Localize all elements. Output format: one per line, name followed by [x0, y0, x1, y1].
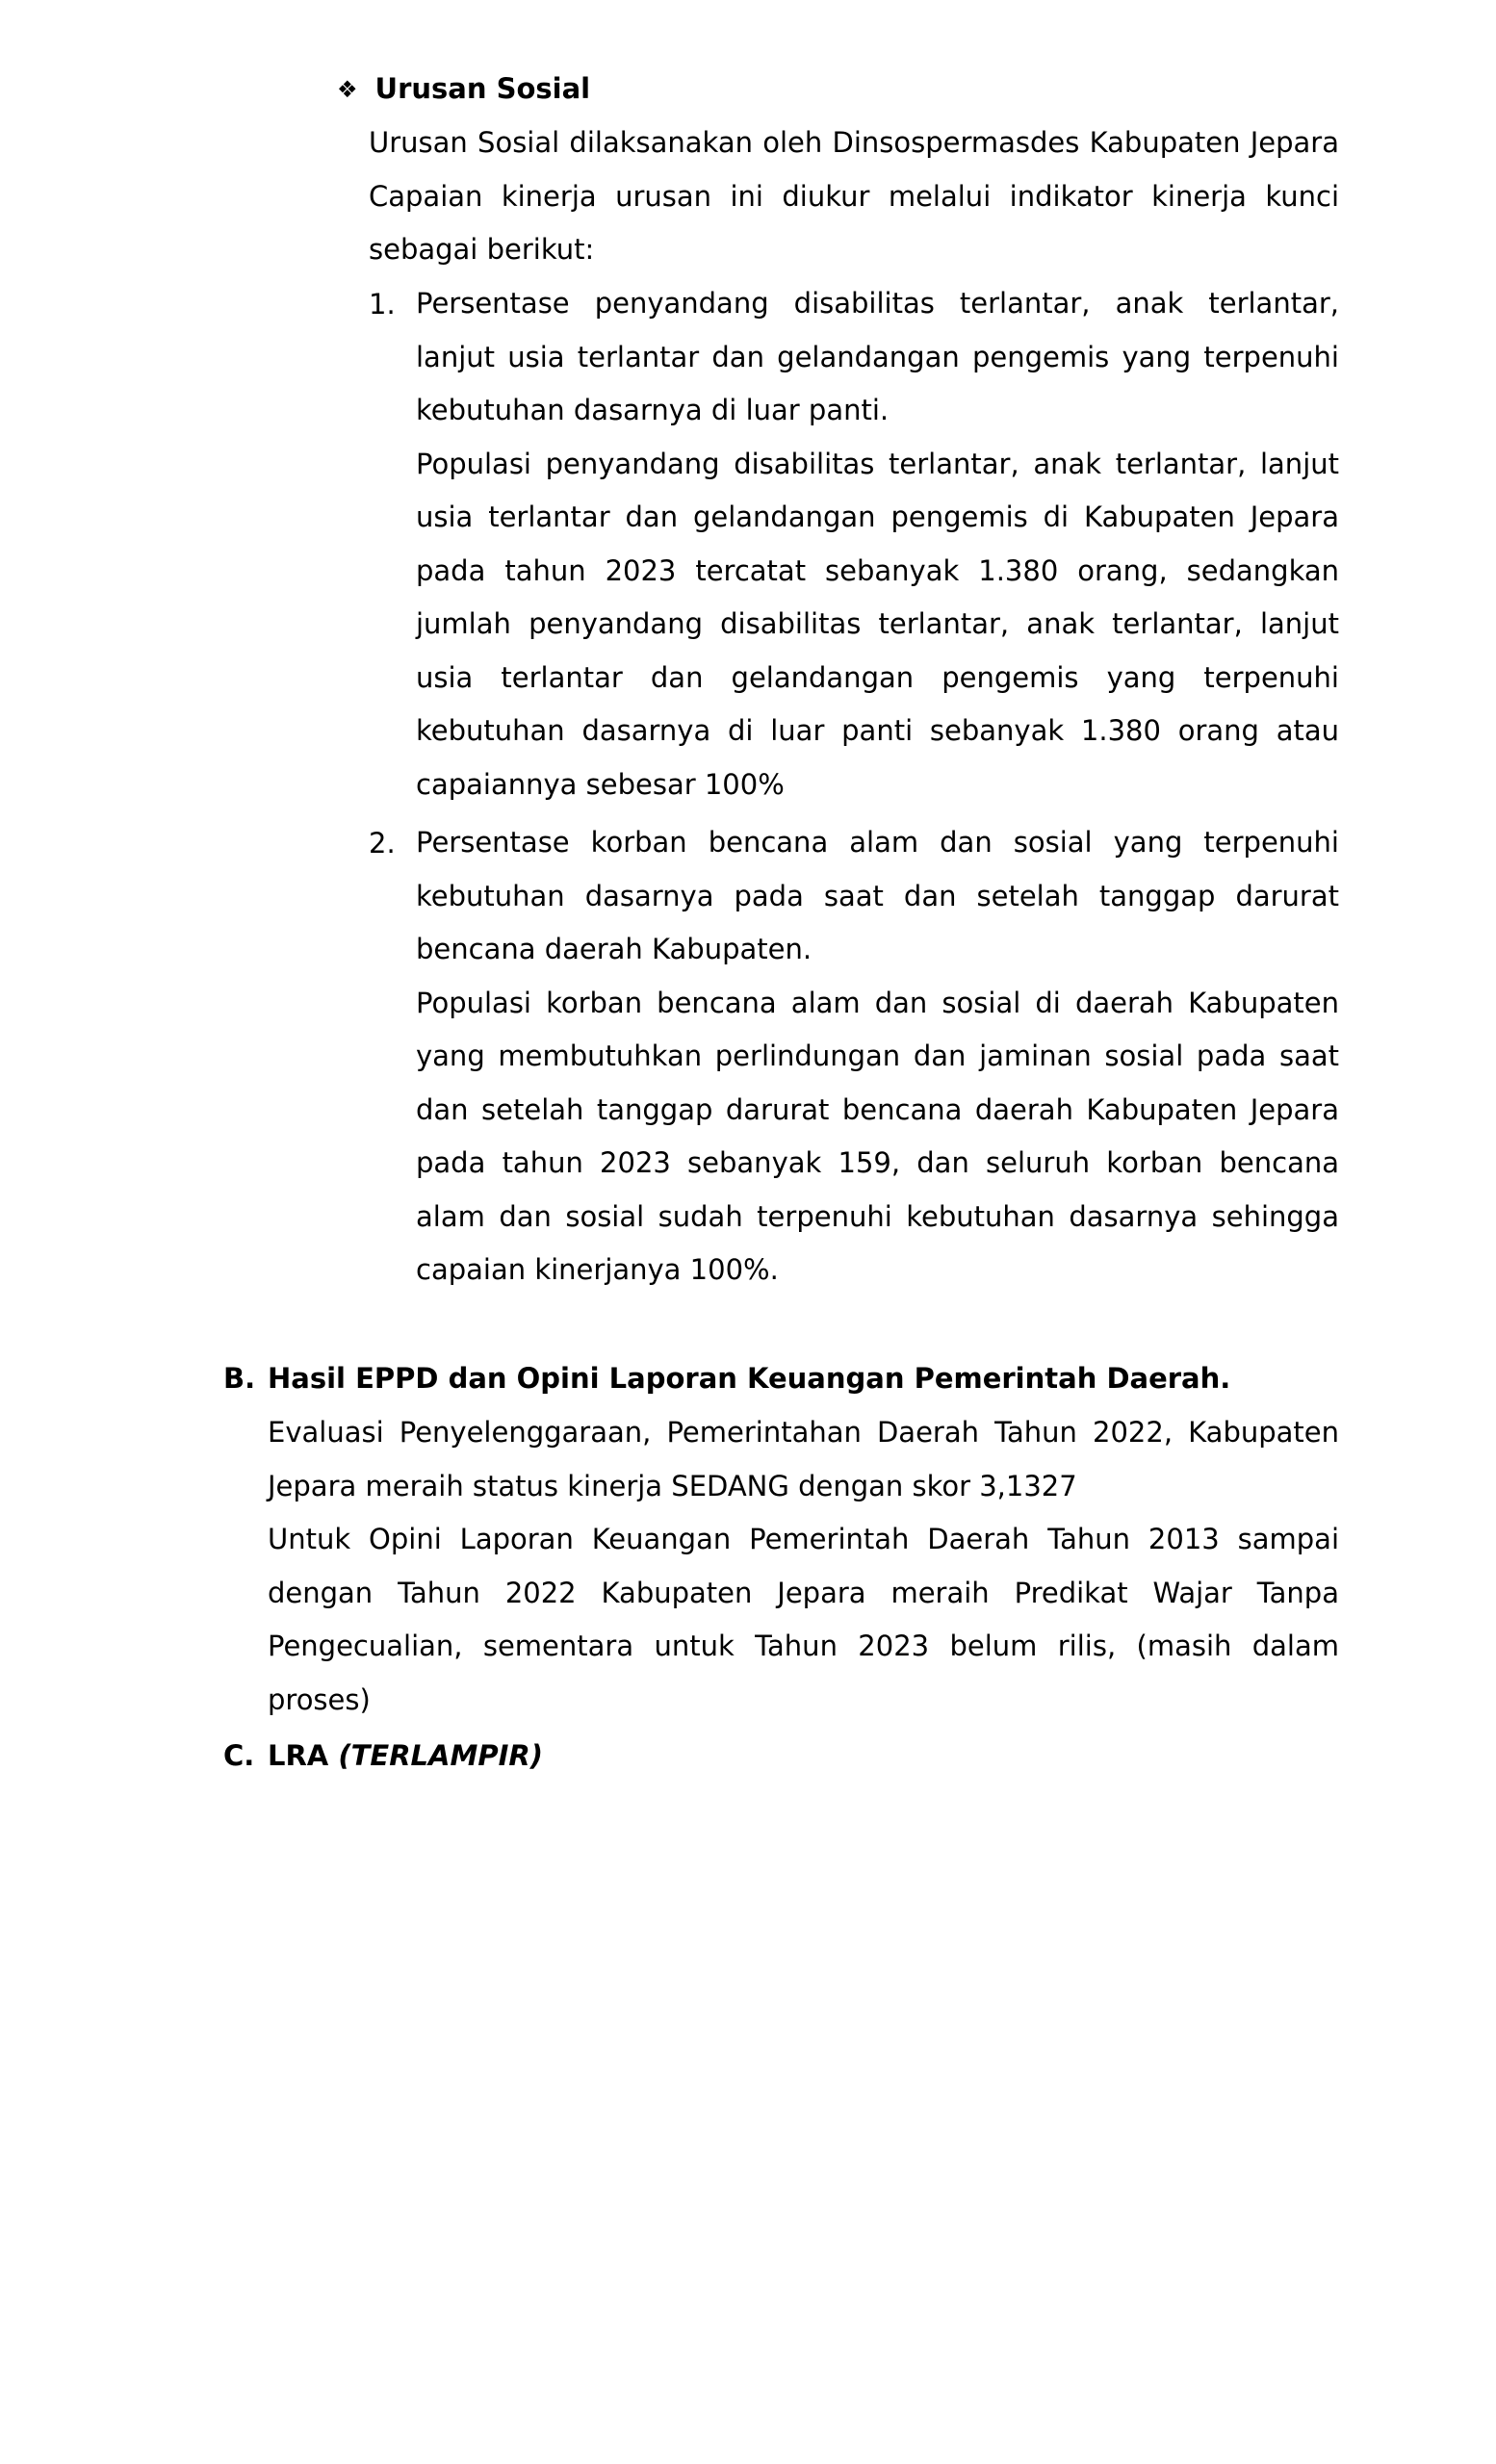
section-b-paragraph-1: Evaluasi Penyelenggaraan, Pemerintahan Daerah Tahun 2022, Kabupaten Jepara meraih status kinerja SEDANG dengan skor 3,1327 — [268, 1416, 1339, 1502]
social-intro-text: Urusan Sosial dilaksanakan oleh Dinsospermasdes Kabupaten Jepara Capaian kinerja urusan ini diukur melalui indikator kinerja kunci sebagai berikut: — [369, 126, 1339, 266]
item-2-number: 2. — [369, 827, 396, 860]
item-2-indicator: Persentase korban bencana alam dan sosial yang terpenuhi kebutuhan dasarnya pada saat dan setelah tanggap darurat bencana daerah Kabupaten. — [416, 826, 1339, 965]
social-section-heading — [337, 62, 590, 116]
section-c-title: LRA — [268, 1739, 329, 1772]
social-intro-block — [369, 116, 1339, 277]
section-b-body — [268, 1406, 1339, 1727]
item-1-detail: Populasi penyandang disabilitas terlantar, anak terlantar, lanjut usia terlantar dan gelandangan pengemis di Kabupaten Jepara pada tahun 2023 tercatat sebanyak 1.380 orang, sedangkan jumlah penyandang disabilitas terlantar, anak terlantar, lanjut usia terlantar dan gelandangan pengemis yang terpenuhi kebutuhan dasarnya di luar panti sebanyak 1.380 orang atau capaiannya sebesar 100% — [416, 447, 1339, 801]
section-c-heading — [268, 1729, 543, 1783]
item-1-indicator: Persentase penyandang disabilitas terlantar, anak terlantar, lanjut usia terlantar dan gelandangan pengemis yang terpenuhi kebutuhan dasarnya di luar panti. — [416, 287, 1339, 426]
item-1-number: 1. — [369, 288, 396, 321]
section-b-title: Hasil EPPD dan Opini Laporan Keuangan Pemerintah Daerah. — [268, 1362, 1231, 1395]
item-2-block — [416, 816, 1339, 1297]
diamond-bullet-icon: ❖ — [337, 76, 358, 103]
item-1-block — [416, 277, 1339, 811]
section-b-paragraph-2: Untuk Opini Laporan Keuangan Pemerintah Daerah Tahun 2013 sampai dengan Tahun 2022 Kabupaten Jepara meraih Predikat Wajar Tanpa Pengecualian, sementara untuk Tahun 2023 belum rilis, (masih dalam proses) — [268, 1523, 1339, 1716]
section-c-marker: C. — [223, 1739, 255, 1772]
item-2-detail: Populasi korban bencana alam dan sosial di daerah Kabupaten yang membutuhkan perlindungan dan jaminan sosial pada saat dan setelah tanggap darurat bencana daerah Kabupaten Jepara pada tahun 2023 sebanyak 159, dan seluruh korban bencana alam dan sosial sudah terpenuhi kebutuhan dasarnya sehingga capaian kinerjanya 100%. — [416, 986, 1339, 1286]
section-b-marker: B. — [223, 1362, 256, 1395]
section-c-note: (TERLAMPIR) — [338, 1739, 543, 1772]
social-section-title: Urusan Sosial — [374, 72, 591, 105]
